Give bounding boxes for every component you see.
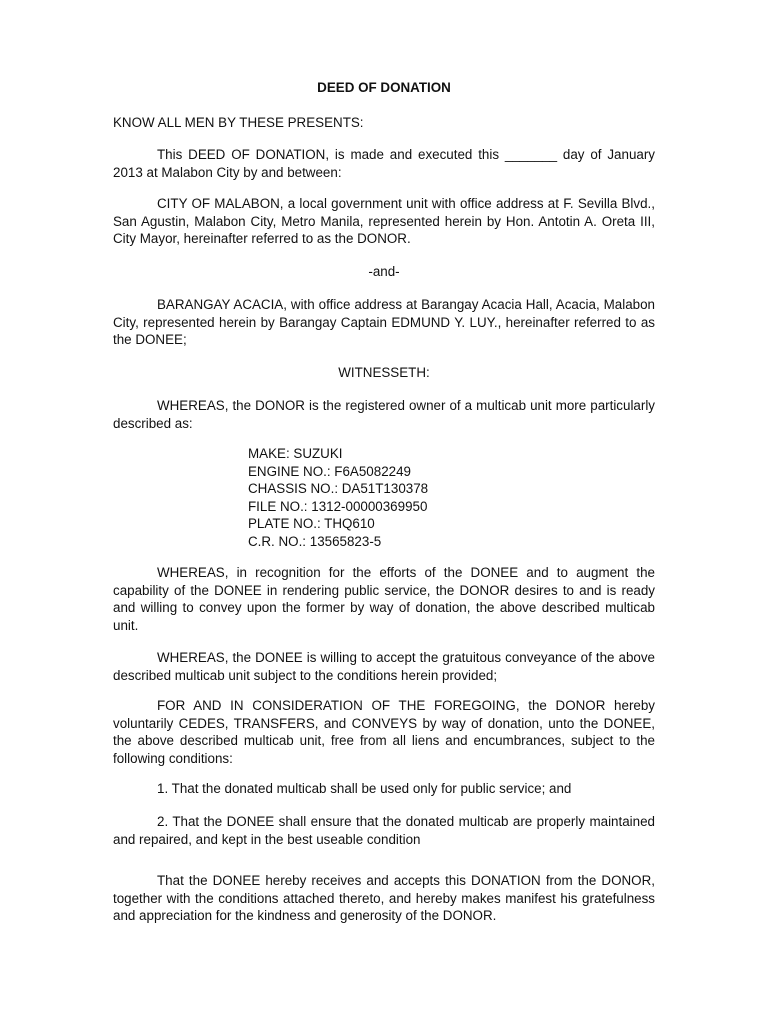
opening-line: KNOW ALL MEN BY THESE PRESENTS: <box>113 115 364 130</box>
vehicle-file-no: FILE NO.: 1312-00000369950 <box>248 498 428 514</box>
condition-two: 2. That the DONEE shall ensure that the donated multicab are properly maintained and repaired, and kept in the best useable condition <box>113 814 655 847</box>
and-separator: -and- <box>368 264 400 279</box>
vehicle-plate-no: PLATE NO.: THQ610 <box>248 516 375 532</box>
consideration-paragraph: FOR AND IN CONSIDERATION OF THE FOREGOING, the DONOR hereby voluntarily CEDES, TRANSFERS, and CONVEYS by way of donation, unto the DONEE, the above described multicab unit, free from all liens and encumbrances, subject to the following conditions: <box>113 698 655 766</box>
vehicle-make: MAKE: SUZUKI <box>248 446 343 461</box>
condition-one: 1. That the donated multicab shall be used only for public service; and <box>157 781 572 796</box>
vehicle-details-list <box>248 445 608 551</box>
document-title: DEED OF DONATION <box>317 80 451 95</box>
vehicle-cr-no: C.R. NO.: 13565823-5 <box>248 533 382 549</box>
whereas-acceptance-paragraph: WHEREAS, the DONEE is willing to accept the gratuitous conveyance of the above described multicab unit subject to the conditions herein provided; <box>113 650 655 683</box>
witnesseth-heading: WITNESSETH: <box>338 365 430 380</box>
whereas-recognition-paragraph: WHEREAS, in recognition for the efforts of the DONEE and to augment the capability of the DONEE in rendering public service, the DONOR desires to and is ready and willing to convey upon the former by way of donation, the above described multicab unit. <box>113 565 655 633</box>
vehicle-engine-no: ENGINE NO.: F6A5082249 <box>248 463 411 479</box>
donor-party-paragraph: CITY OF MALABON, a local government unit with office address at F. Sevilla Blvd., San Agustin, Malabon City, Metro Manila, represented herein by Hon. Antotin A. Oreta III, City Mayor, hereinafter referred to as the DONOR. <box>113 196 655 247</box>
acceptance-paragraph: That the DONEE hereby receives and accepts this DONATION from the DONOR, together with the conditions attached thereto, and hereby makes manifest his gratefulness and appreciation for the kindness and generosity of the DONOR. <box>113 873 655 924</box>
intro-paragraph: This DEED OF DONATION, is made and executed this _______ day of January 2013 at Malabon City by and between: <box>113 147 655 180</box>
vehicle-chassis-no: CHASSIS NO.: DA51T130378 <box>248 481 429 497</box>
whereas-ownership-paragraph: WHEREAS, the DONOR is the registered owner of a multicab unit more particularly described as: <box>113 398 655 431</box>
donee-party-paragraph: BARANGAY ACACIA, with office address at Barangay Acacia Hall, Acacia, Malabon City, represented herein by Barangay Captain EDMUND Y. LUY., hereinafter referred to as the DONEE; <box>113 297 655 348</box>
